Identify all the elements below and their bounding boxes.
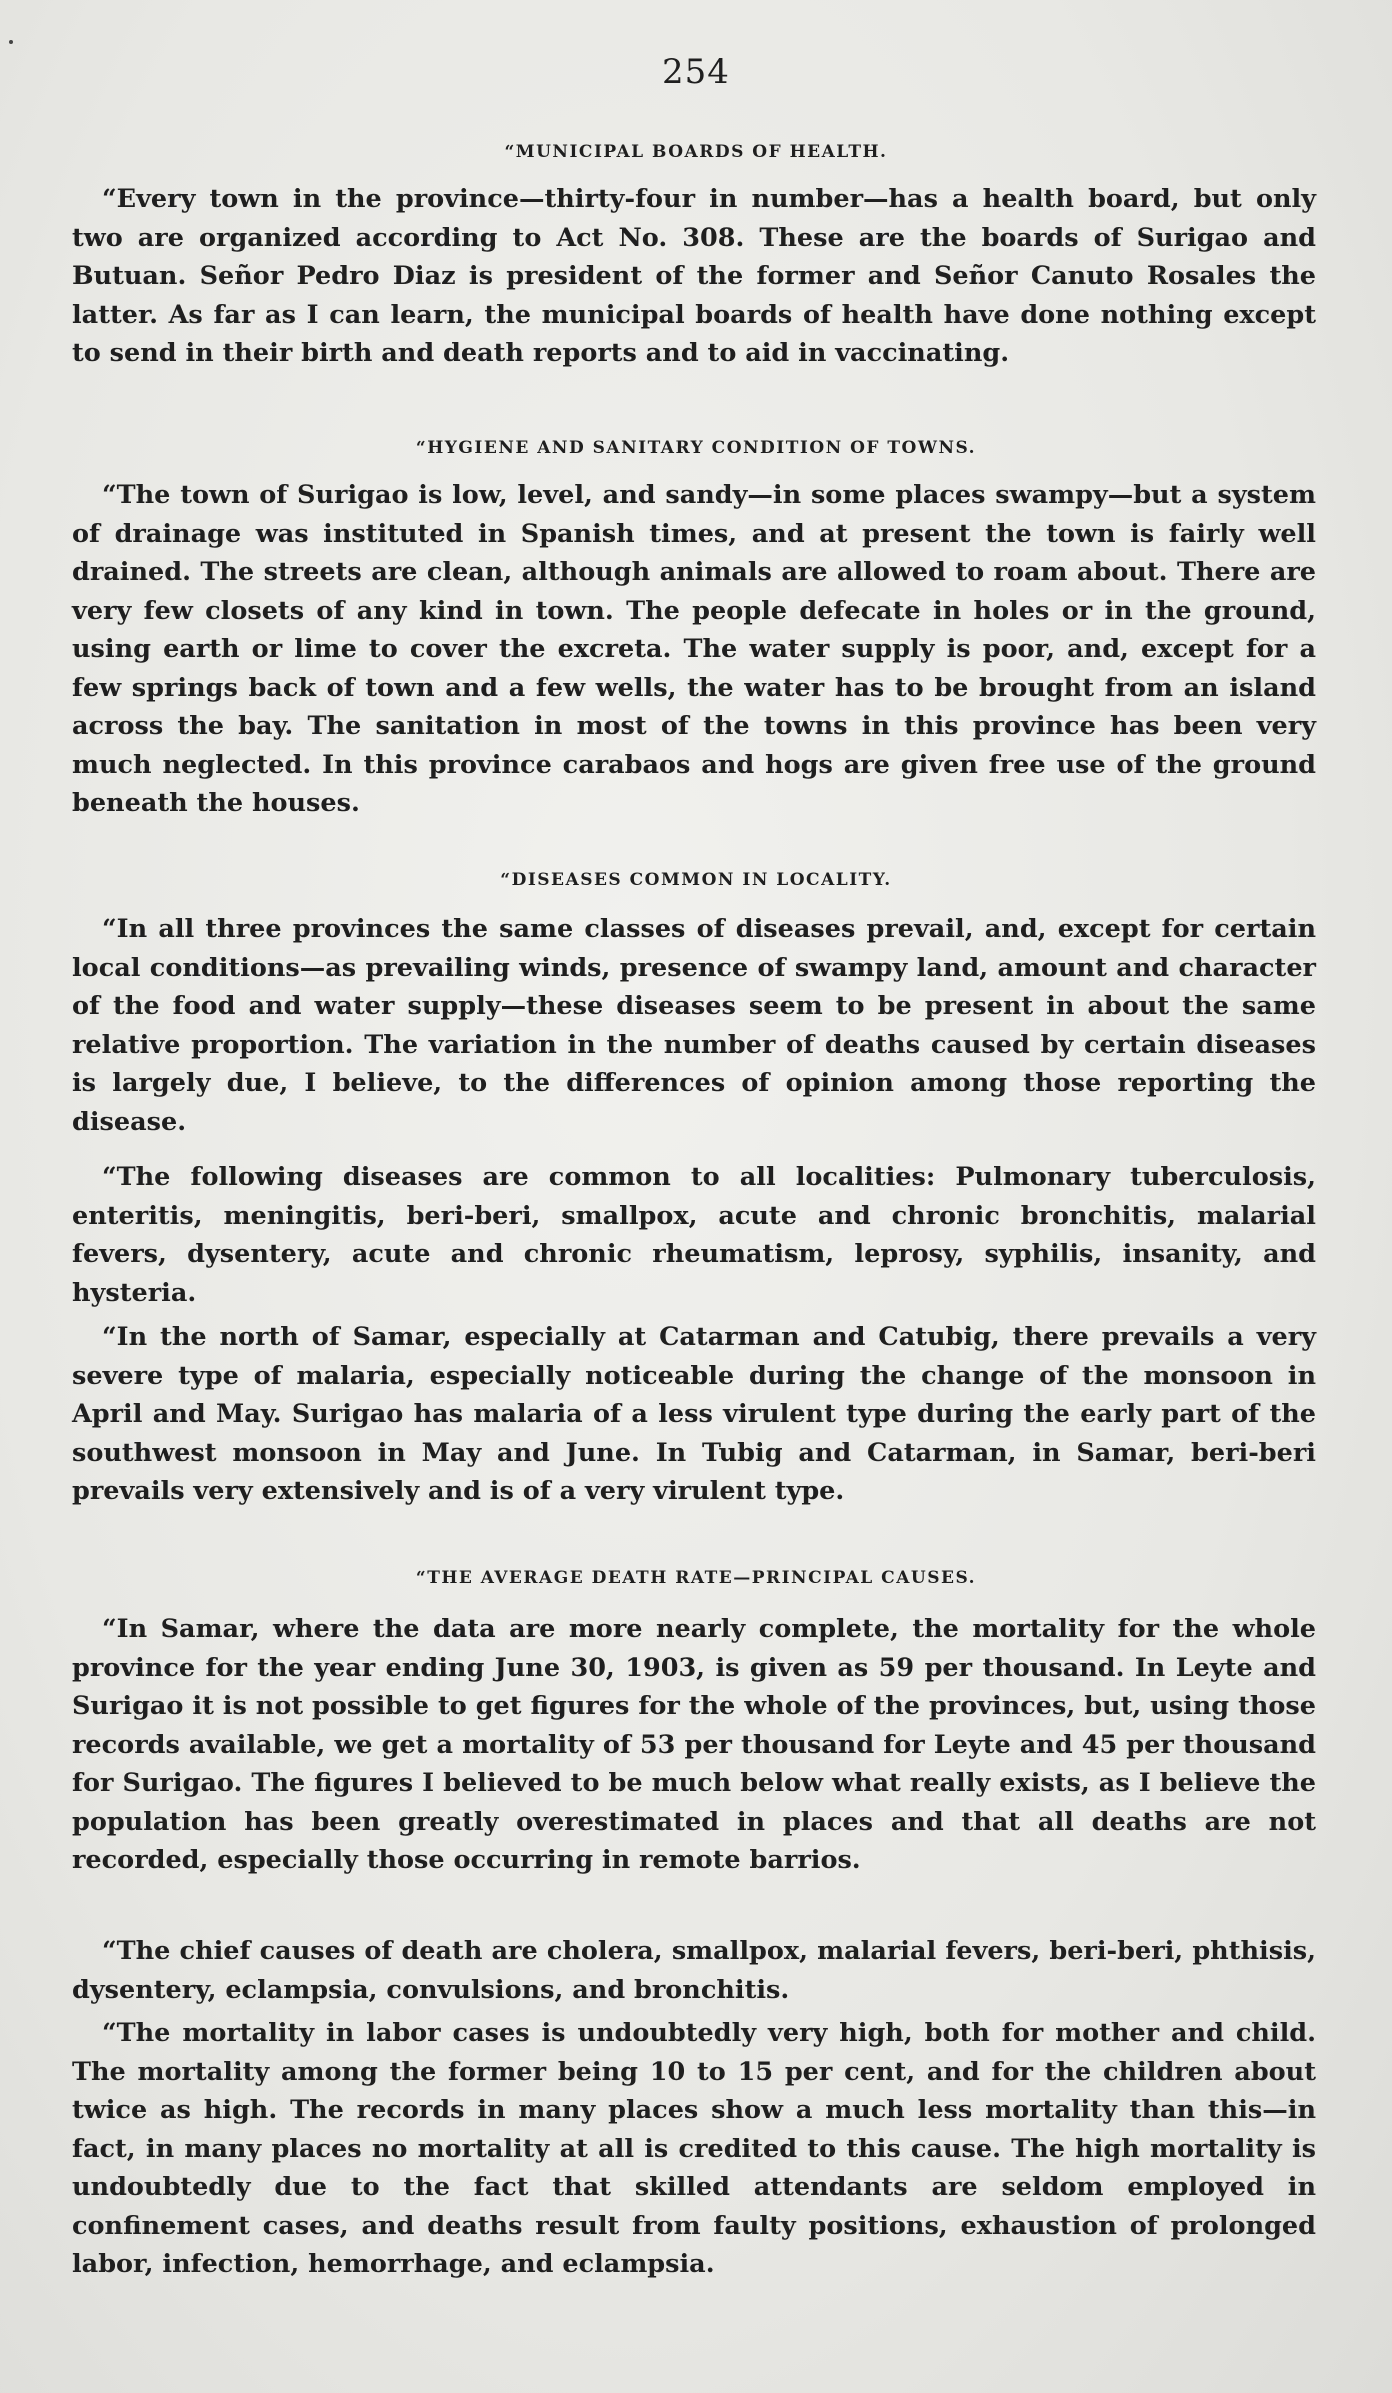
section-heading-hygiene: “HYGIENE AND SANITARY CONDITION OF TOWNS. <box>415 438 977 458</box>
paragraph-death-rate-mortality: “In Samar, where the data are more nearly complete, the mortality for the whole province for the year ending June 30, 1903, is given as 59 per thousand. In Leyte and Surigao it is not possible to get figures for the whole of the provinces, but, using those records available, we get a mortality of 53 per thousand for Leyte and 45 per thousand for Surigao. The figures I believed to be much below what really exists, as I believe the population has been greatly overestimated in places and that all deaths are not recorded, especially those occurring in remote barrios. <box>72 1614 1316 1875</box>
section-heading-death-rate: “THE AVERAGE DEATH RATE—PRINCIPAL CAUSES. <box>415 1568 977 1588</box>
paragraph-diseases-common: “The following diseases are common to all localities: Pulmonary tuberculosis, enteritis, meningitis, beri-beri, smallpox, acute and chronic bronchitis, malarial fevers, dysentery, acute and chronic rheumatism, leprosy, syphilis, insanity, and hysteria. <box>72 1162 1316 1308</box>
section-heading-municipal-boards: “MUNICIPAL BOARDS OF HEALTH. <box>504 142 888 162</box>
paragraph-diseases-provinces: “In all three provinces the same classes of diseases prevail, and, except for certain local conditions—as prevailing winds, presence of swampy land, amount and character of the food and water supply—these diseases seem to be present in about the same relative proportion. The variation in the number of deaths caused by certain diseases is largely due, I believe, to the differences of opinion among those reporting the disease. <box>72 914 1316 1137</box>
scan-speck <box>9 40 13 44</box>
page-number: 254 <box>662 52 730 92</box>
section-heading-diseases: “DISEASES COMMON IN LOCALITY. <box>500 870 892 890</box>
paragraph-municipal-boards: “Every town in the province—thirty-four in number—has a health board, but only two are organized according to Act No. 308. These are the boards of Surigao and Butuan. Señor Pedro Diaz is president of the former and Señor Canuto Rosales the latter. As far as I can learn, the municipal boards of health have done nothing except to send in their birth and death reports and to aid in vaccinating. <box>72 184 1316 368</box>
paragraph-death-rate-labor: “The mortality in labor cases is undoubtedly very high, both for mother and child. The mortality among the former being 10 to 15 per cent, and for the children about twice as high. The records in many places show a much less mortality than this—in fact, in many places no mortality at all is credited to this cause. The high mortality is undoubtedly due to the fact that skilled attendants are seldom employed in confinement cases, and deaths result from faulty positions, exhaustion of prolonged labor, infection, hemorrhage, and eclampsia. <box>72 2018 1316 2279</box>
paragraph-diseases-samar: “In the north of Samar, especially at Catarman and Catubig, there prevails a very severe type of malaria, especially noticeable during the change of the monsoon in April and May. Surigao has malaria of a less virulent type during the early part of the southwest monsoon in May and June. In Tubig and Catarman, in Samar, beri-beri prevails very extensively and is of a very virulent type. <box>72 1322 1316 1506</box>
paragraph-hygiene: “The town of Surigao is low, level, and sandy—in some places swampy—but a system of drainage was instituted in Spanish times, and at present the town is fairly well drained. The streets are clean, although animals are allowed to roam about. There are very few closets of any kind in town. The people defecate in holes or in the ground, using earth or lime to cover the excreta. The water supply is poor, and, except for a few springs back of town and a few wells, the water has to be brought from an island across the bay. The sanitation in most of the towns in this province has been very much neglected. In this province carabaos and hogs are given free use of the ground beneath the houses. <box>72 480 1316 818</box>
paragraph-death-rate-causes: “The chief causes of death are cholera, smallpox, malarial fevers, beri-beri, phthisis, dysentery, eclampsia, convulsions, and bronchitis. <box>72 1936 1316 2005</box>
